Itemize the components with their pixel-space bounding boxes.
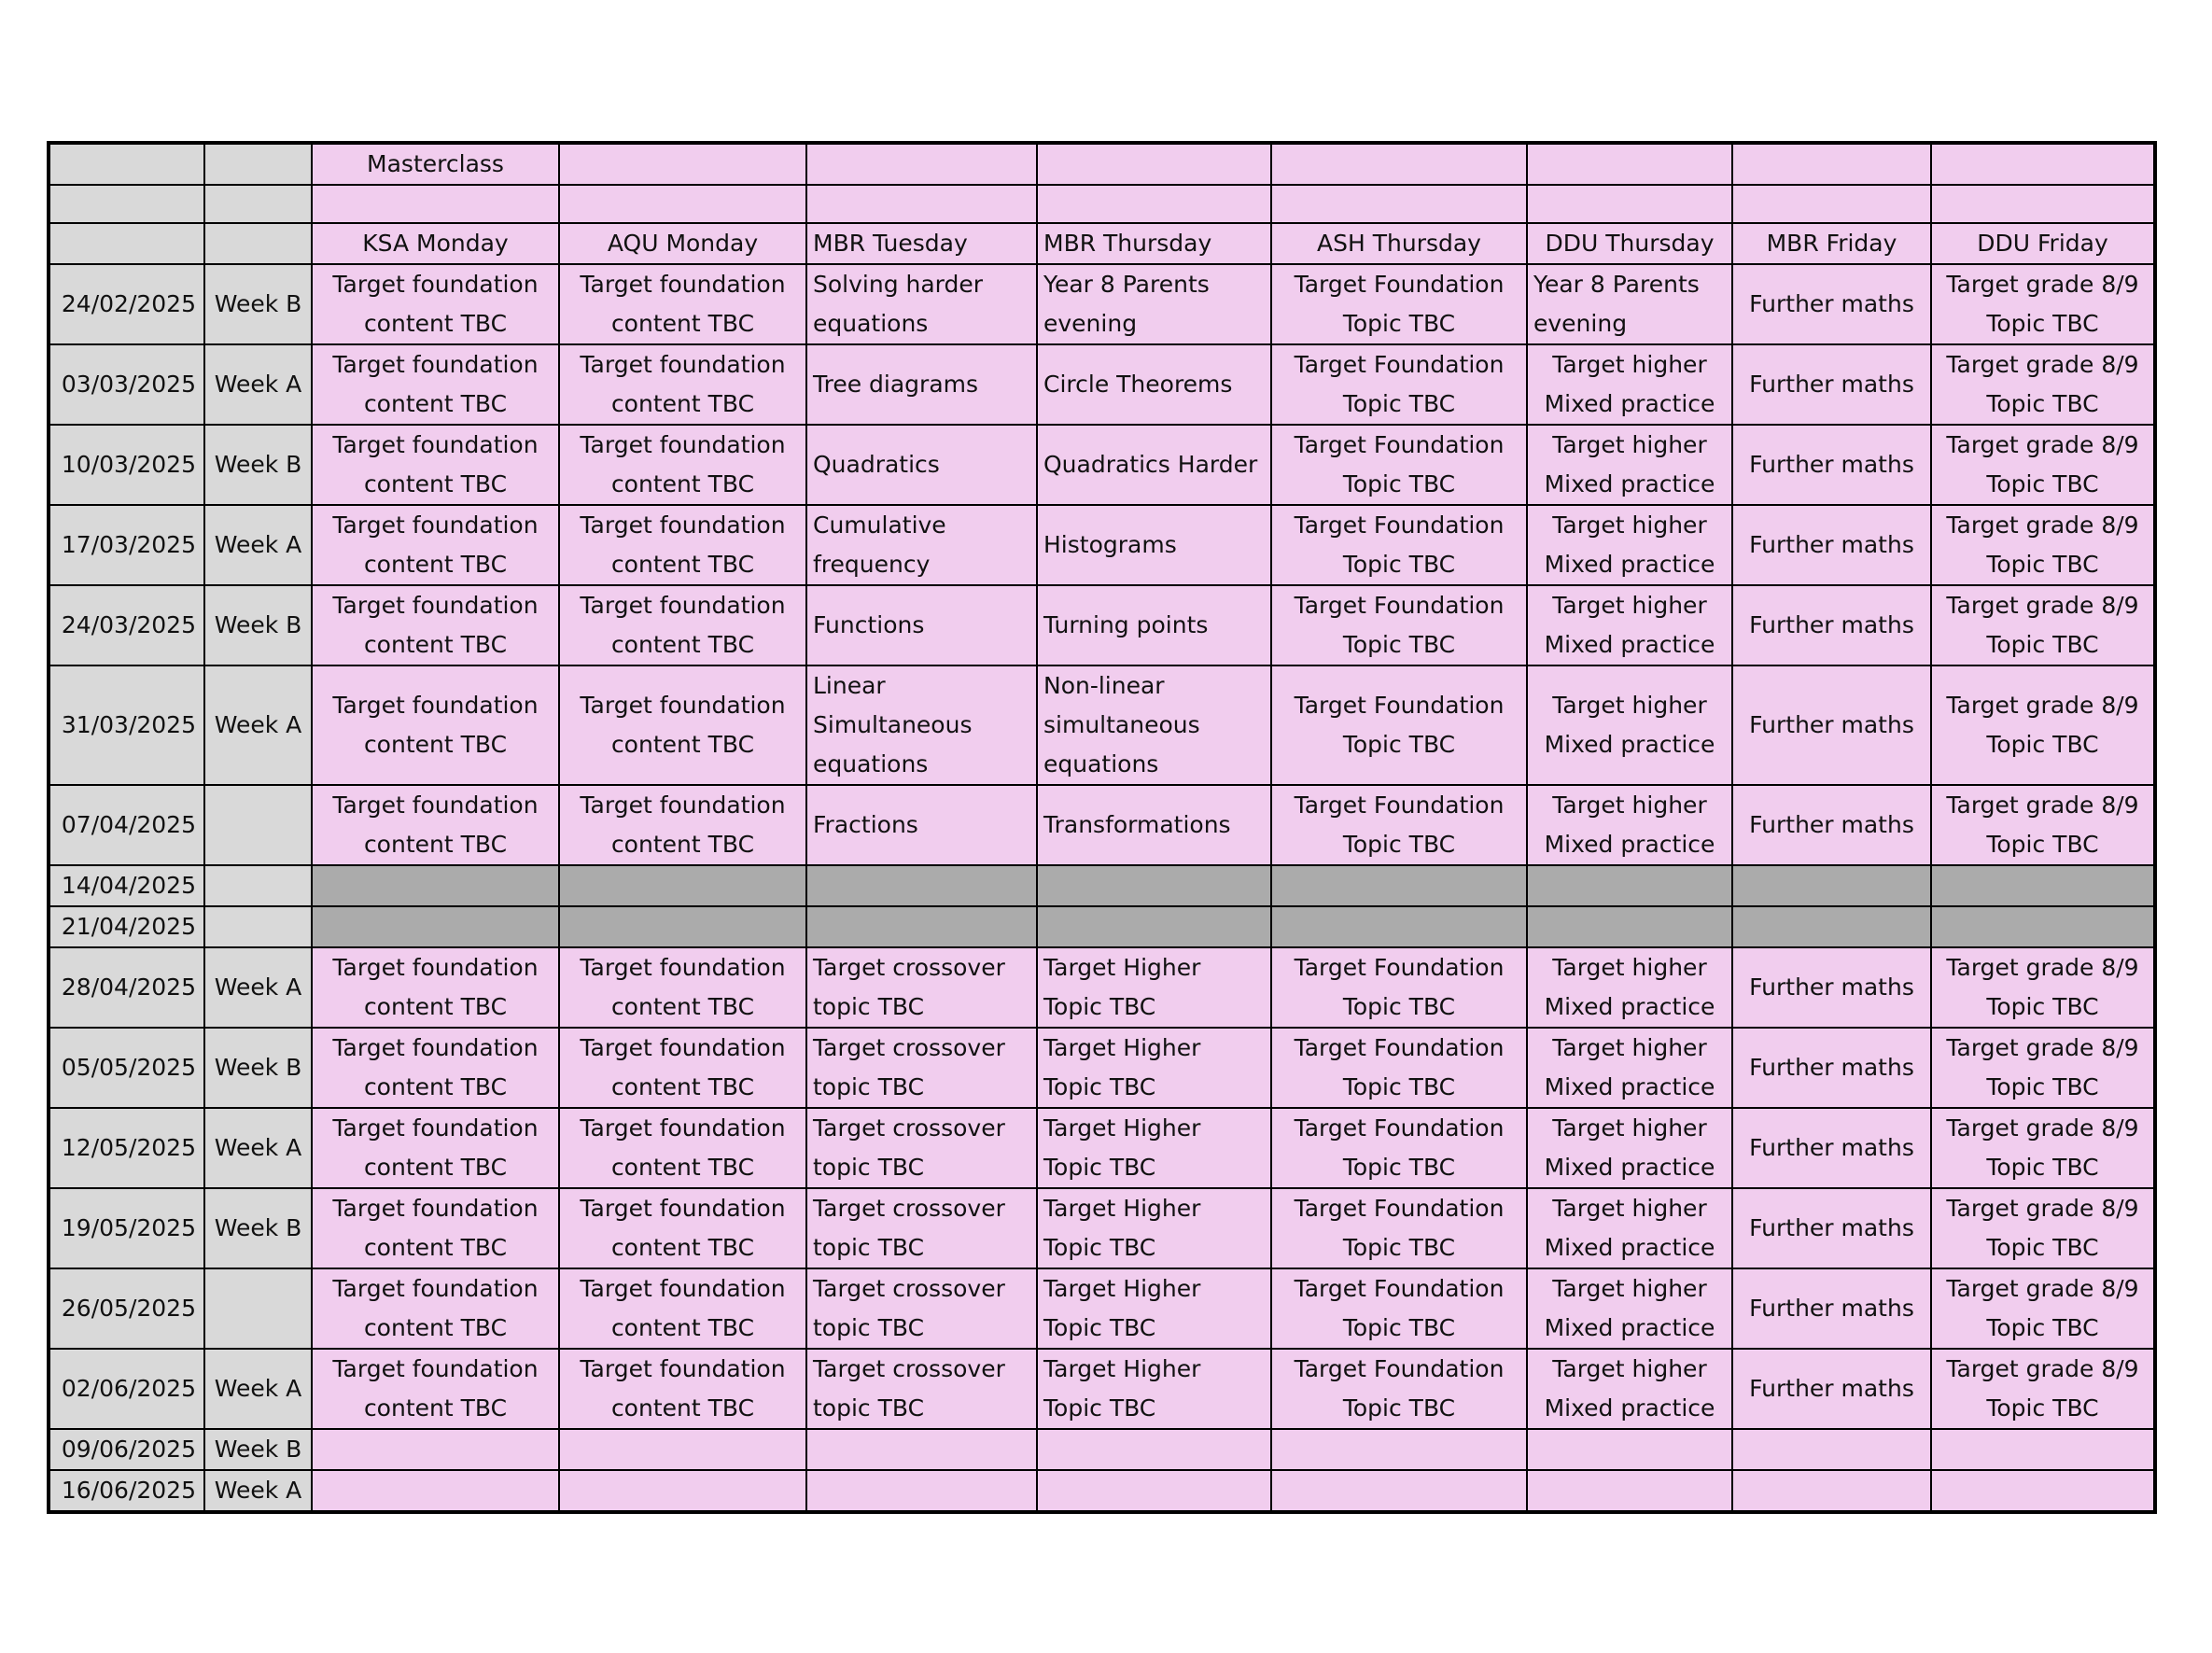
session-cell: Target Higher Topic TBC [1037,947,1271,1028]
session-cell: Target higher Mixed practice [1527,344,1732,425]
week-cell [204,906,312,947]
session-cell: Functions [806,585,1037,665]
session-cell: Further maths [1732,264,1931,344]
date-cell: 16/06/2025 [49,1470,204,1512]
session-cell: Target foundation content TBC [559,1108,806,1188]
blank-cell [1527,143,1732,185]
session-cell [1527,1470,1732,1512]
holiday-cell [1527,906,1732,947]
session-cell [559,1470,806,1512]
blank-cell [1527,185,1732,223]
session-cell: Target foundation content TBC [559,1188,806,1268]
blank-cell [1931,185,2155,223]
date-cell: 28/04/2025 [49,947,204,1028]
session-cell: Transformations [1037,785,1271,865]
blank-cell [559,185,806,223]
column-header: MBR Friday [1732,223,1931,264]
session-cell: Further maths [1732,1028,1931,1108]
session-cell: Histograms [1037,505,1271,585]
holiday-cell [1271,865,1527,906]
session-cell: Target foundation content TBC [559,1268,806,1349]
date-header-cell [49,143,204,185]
blank-cell [49,223,204,264]
session-cell: Target crossover topic TBC [806,1028,1037,1108]
session-cell: Target Foundation Topic TBC [1271,1268,1527,1349]
session-cell: Target grade 8/9 Topic TBC [1931,505,2155,585]
holiday-cell [1931,865,2155,906]
session-cell: Further maths [1732,1268,1931,1349]
week-cell [204,785,312,865]
date-cell: 10/03/2025 [49,425,204,505]
holiday-cell [1931,906,2155,947]
session-cell: Target grade 8/9 Topic TBC [1931,1028,2155,1108]
session-cell: Turning points [1037,585,1271,665]
session-cell: Target higher Mixed practice [1527,947,1732,1028]
session-cell: Target higher Mixed practice [1527,1028,1732,1108]
column-header: MBR Tuesday [806,223,1037,264]
column-header: DDU Friday [1931,223,2155,264]
column-header: DDU Thursday [1527,223,1732,264]
session-cell: Further maths [1732,1108,1931,1188]
blank-cell [312,185,559,223]
session-cell: Target Foundation Topic TBC [1271,1108,1527,1188]
schedule-row [49,1028,2155,1108]
week-cell: Week B [204,1188,312,1268]
session-cell: Target grade 8/9 Topic TBC [1931,785,2155,865]
masterclass-row [49,143,2155,185]
column-header-row [49,223,2155,264]
session-cell: Target Foundation Topic TBC [1271,585,1527,665]
schedule-row [49,1429,2155,1470]
date-cell: 24/02/2025 [49,264,204,344]
column-header: ASH Thursday [1271,223,1527,264]
session-cell: Target foundation content TBC [312,947,559,1028]
session-cell: Target foundation content TBC [312,425,559,505]
session-cell: Target Foundation Topic TBC [1271,264,1527,344]
week-cell: Week A [204,1349,312,1429]
session-cell [1271,1470,1527,1512]
session-cell: Target Foundation Topic TBC [1271,505,1527,585]
session-cell: Target foundation content TBC [559,505,806,585]
week-cell: Week A [204,505,312,585]
holiday-cell [806,865,1037,906]
session-cell: Target foundation content TBC [312,1188,559,1268]
session-cell: Target foundation content TBC [559,425,806,505]
schedule-row [49,264,2155,344]
holiday-cell [559,865,806,906]
session-cell: Target Foundation Topic TBC [1271,1188,1527,1268]
session-cell: Target foundation content TBC [312,785,559,865]
session-cell: Target Foundation Topic TBC [1271,947,1527,1028]
session-cell [1271,1429,1527,1470]
date-cell: 12/05/2025 [49,1108,204,1188]
blank-cell [559,143,806,185]
session-cell: Target crossover topic TBC [806,1108,1037,1188]
date-cell: 14/04/2025 [49,865,204,906]
session-cell [312,1429,559,1470]
session-cell [559,1429,806,1470]
holiday-cell [1732,906,1931,947]
schedule-row [49,1470,2155,1512]
date-cell: 07/04/2025 [49,785,204,865]
session-cell: Quadratics Harder [1037,425,1271,505]
session-cell: Target Higher Topic TBC [1037,1188,1271,1268]
week-cell: Week A [204,947,312,1028]
session-cell: Target crossover topic TBC [806,1349,1037,1429]
session-cell: Target Foundation Topic TBC [1271,1349,1527,1429]
schedule-row [49,947,2155,1028]
session-cell: Target foundation content TBC [559,264,806,344]
schedule-row [49,865,2155,906]
session-cell: Target Foundation Topic TBC [1271,344,1527,425]
week-cell: Week B [204,1028,312,1108]
session-cell: Target foundation content TBC [312,1349,559,1429]
session-cell: Target foundation content TBC [312,264,559,344]
session-cell: Target higher Mixed practice [1527,425,1732,505]
week-cell: Week A [204,1470,312,1512]
session-cell: Target crossover topic TBC [806,1188,1037,1268]
date-cell: 17/03/2025 [49,505,204,585]
session-cell: Target foundation content TBC [559,665,806,785]
session-cell: Target foundation content TBC [312,1108,559,1188]
column-header: KSA Monday [312,223,559,264]
blank-cell [1732,143,1931,185]
holiday-cell [559,906,806,947]
session-cell: Target higher Mixed practice [1527,585,1732,665]
session-cell: Fractions [806,785,1037,865]
spacer-row [49,185,2155,223]
session-cell: Target Higher Topic TBC [1037,1268,1271,1349]
session-cell: Quadratics [806,425,1037,505]
session-cell: Target higher Mixed practice [1527,1108,1732,1188]
date-cell: 19/05/2025 [49,1188,204,1268]
holiday-cell [806,906,1037,947]
blank-cell [1037,143,1271,185]
session-cell: Further maths [1732,665,1931,785]
holiday-cell [312,865,559,906]
blank-cell [204,223,312,264]
week-cell: Week A [204,344,312,425]
week-cell: Week A [204,1108,312,1188]
week-header-cell [204,143,312,185]
schedule-row [49,425,2155,505]
session-cell: Target grade 8/9 Topic TBC [1931,425,2155,505]
session-cell [806,1429,1037,1470]
blank-cell [49,185,204,223]
blank-cell [1271,143,1527,185]
session-cell: Target grade 8/9 Topic TBC [1931,1188,2155,1268]
session-cell: Target foundation content TBC [312,1028,559,1108]
blank-cell [806,185,1037,223]
blank-cell [1732,185,1931,223]
session-cell: Target higher Mixed practice [1527,665,1732,785]
session-cell: Target foundation content TBC [312,585,559,665]
session-cell [1732,1470,1931,1512]
date-cell: 21/04/2025 [49,906,204,947]
session-cell: Target Foundation Topic TBC [1271,785,1527,865]
session-cell: Target foundation content TBC [559,1028,806,1108]
session-cell: Further maths [1732,344,1931,425]
date-cell: 24/03/2025 [49,585,204,665]
schedule-row [49,665,2155,785]
session-cell: Target crossover topic TBC [806,1268,1037,1349]
session-cell: Target higher Mixed practice [1527,785,1732,865]
column-header: MBR Thursday [1037,223,1271,264]
session-cell: Tree diagrams [806,344,1037,425]
week-cell: Week B [204,1429,312,1470]
session-cell [1037,1470,1271,1512]
schedule-row [49,585,2155,665]
session-cell: Target grade 8/9 Topic TBC [1931,585,2155,665]
session-cell: Target grade 8/9 Topic TBC [1931,344,2155,425]
masterclass-label: Masterclass [312,143,559,185]
week-cell: Week B [204,425,312,505]
timetable [47,141,2157,1514]
week-cell: Week A [204,665,312,785]
schedule-row [49,785,2155,865]
date-cell: 09/06/2025 [49,1429,204,1470]
holiday-cell [1732,865,1931,906]
session-cell: Target Foundation Topic TBC [1271,1028,1527,1108]
session-cell: Target foundation content TBC [312,344,559,425]
session-cell: Further maths [1732,425,1931,505]
session-cell: Further maths [1732,947,1931,1028]
week-cell [204,1268,312,1349]
session-cell: Target foundation content TBC [559,344,806,425]
session-cell: Target grade 8/9 Topic TBC [1931,947,2155,1028]
holiday-cell [1527,865,1732,906]
session-cell: Year 8 Parents evening [1527,264,1732,344]
session-cell: Target Foundation Topic TBC [1271,665,1527,785]
session-cell: Target foundation content TBC [559,585,806,665]
session-cell: Target higher Mixed practice [1527,1349,1732,1429]
session-cell: Target foundation content TBC [312,665,559,785]
schedule-row [49,1108,2155,1188]
session-cell: Target foundation content TBC [559,947,806,1028]
session-cell: Linear Simultaneous equations [806,665,1037,785]
session-cell [1931,1470,2155,1512]
blank-cell [204,185,312,223]
blank-cell [806,143,1037,185]
blank-cell [1931,143,2155,185]
schedule-row [49,1349,2155,1429]
blank-cell [1037,185,1271,223]
schedule-row [49,1188,2155,1268]
session-cell: Target grade 8/9 Topic TBC [1931,665,2155,785]
session-cell: Further maths [1732,585,1931,665]
session-cell: Solving harder equations [806,264,1037,344]
schedule-row [49,1268,2155,1349]
schedule-row [49,344,2155,425]
session-cell [1037,1429,1271,1470]
session-cell: Further maths [1732,1188,1931,1268]
date-cell: 02/06/2025 [49,1349,204,1429]
week-cell [204,865,312,906]
holiday-cell [312,906,559,947]
session-cell: Target foundation content TBC [559,785,806,865]
column-header: AQU Monday [559,223,806,264]
date-cell: 03/03/2025 [49,344,204,425]
session-cell: Target grade 8/9 Topic TBC [1931,264,2155,344]
session-cell [312,1470,559,1512]
session-cell: Target higher Mixed practice [1527,1268,1732,1349]
session-cell: Non-linear simultaneous equations [1037,665,1271,785]
session-cell: Cumulative frequency [806,505,1037,585]
session-cell: Target foundation content TBC [559,1349,806,1429]
session-cell: Target Higher Topic TBC [1037,1108,1271,1188]
schedule-row [49,906,2155,947]
session-cell: Circle Theorems [1037,344,1271,425]
week-cell: Week B [204,585,312,665]
session-cell: Target higher Mixed practice [1527,505,1732,585]
date-cell: 31/03/2025 [49,665,204,785]
holiday-cell [1037,865,1271,906]
session-cell: Target crossover topic TBC [806,947,1037,1028]
date-cell: 26/05/2025 [49,1268,204,1349]
session-cell: Year 8 Parents evening [1037,264,1271,344]
session-cell [1732,1429,1931,1470]
session-cell: Target higher Mixed practice [1527,1188,1732,1268]
session-cell: Target grade 8/9 Topic TBC [1931,1349,2155,1429]
session-cell [806,1470,1037,1512]
session-cell: Target grade 8/9 Topic TBC [1931,1268,2155,1349]
holiday-cell [1037,906,1271,947]
session-cell: Target foundation content TBC [312,505,559,585]
week-cell: Week B [204,264,312,344]
date-cell: 05/05/2025 [49,1028,204,1108]
session-cell: Target Higher Topic TBC [1037,1028,1271,1108]
session-cell: Further maths [1732,1349,1931,1429]
session-cell [1527,1429,1732,1470]
session-cell: Further maths [1732,505,1931,585]
session-cell: Target grade 8/9 Topic TBC [1931,1108,2155,1188]
session-cell: Target Higher Topic TBC [1037,1349,1271,1429]
session-cell [1931,1429,2155,1470]
session-cell: Further maths [1732,785,1931,865]
session-cell: Target Foundation Topic TBC [1271,425,1527,505]
blank-cell [1271,185,1527,223]
holiday-cell [1271,906,1527,947]
session-cell: Target foundation content TBC [312,1268,559,1349]
schedule-row [49,505,2155,585]
